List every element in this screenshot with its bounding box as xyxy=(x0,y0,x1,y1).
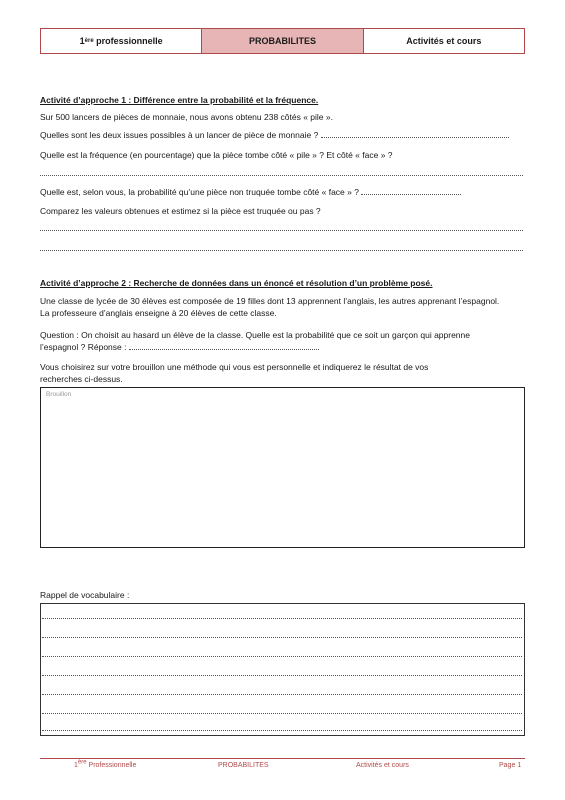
footer-page-number: Page 1 xyxy=(499,762,522,769)
answer-line[interactable] xyxy=(40,229,523,231)
header-level: 1 ère professionnelle xyxy=(41,29,202,53)
vocabulary-line[interactable] xyxy=(42,712,522,714)
answer-line[interactable] xyxy=(40,249,523,251)
footer-divider xyxy=(40,758,525,759)
footer-section: Activités et cours xyxy=(356,762,409,769)
vocabulary-line[interactable] xyxy=(42,617,522,619)
activity1-question-3: Quelle est, selon vous, la probabilité qu’une pièce non truquée tombe côté « face » ? xyxy=(40,186,525,198)
activity1-title: Activité d’approche 1 : Différence entre la probabilité et la fréquence. xyxy=(40,95,319,105)
activity1-question-4: Comparez les valeurs obtenues et estimez si la pièce est truquée ou pas ? xyxy=(40,206,321,216)
vocabulary-line[interactable] xyxy=(42,636,522,638)
header-section: Activités et cours xyxy=(406,36,482,46)
page-header xyxy=(40,28,525,54)
answer-line[interactable] xyxy=(361,186,461,195)
vocabulary-line[interactable] xyxy=(42,674,522,676)
footer-subject: PROBABILITES xyxy=(218,762,269,769)
footer-level: 1ère Professionnelle xyxy=(74,759,137,769)
activity1-question-1: Quelles sont les deux issues possibles à un lancer de pièce de monnaie ? xyxy=(40,129,525,141)
draft-label: Brouillon xyxy=(46,391,72,398)
vocabulary-line[interactable] xyxy=(42,693,522,695)
activity1-intro: Sur 500 lancers de pièces de monnaie, nous avons obtenu 238 côtés « pile ». xyxy=(40,112,333,122)
activity2-title: Activité d’approche 2 : Recherche de données dans un énoncé et résolution d’un problème posé. xyxy=(40,278,433,288)
answer-line[interactable] xyxy=(321,129,509,138)
vocabulary-label: Rappel de vocabulaire : xyxy=(40,590,130,600)
header-subject: PROBABILITES xyxy=(202,29,363,53)
vocabulary-line[interactable] xyxy=(42,655,522,657)
answer-line[interactable] xyxy=(40,174,523,176)
vocabulary-box[interactable] xyxy=(40,603,525,736)
activity2-intro: Une classe de lycée de 30 élèves est composée de 19 filles dont 13 apprennent l’anglais, les autres apprenant l’espagnol. La professeure d’anglais enseigne à 20 élèves de cette classe. xyxy=(40,296,500,318)
activity1-question-2: Quelle est la fréquence (en pourcentage) que la pièce tombe côté « pile » ? Et côté « face » ? xyxy=(40,150,393,160)
answer-line[interactable] xyxy=(129,341,319,350)
activity2-question-line1: Question : On choisit au hasard un élève de la classe. Quelle est la probabilité que ce soit un garçon qui apprenne xyxy=(40,330,470,340)
draft-box[interactable] xyxy=(40,387,525,548)
vocabulary-line[interactable] xyxy=(42,729,522,731)
activity2-question-line2: l’espagnol ? Réponse : xyxy=(40,341,525,353)
activity2-instruction: Vous choisirez sur votre brouillon une méthode qui vous est personnelle et indiquerez le résultat de vos recherches ci-dessus. xyxy=(40,362,429,384)
